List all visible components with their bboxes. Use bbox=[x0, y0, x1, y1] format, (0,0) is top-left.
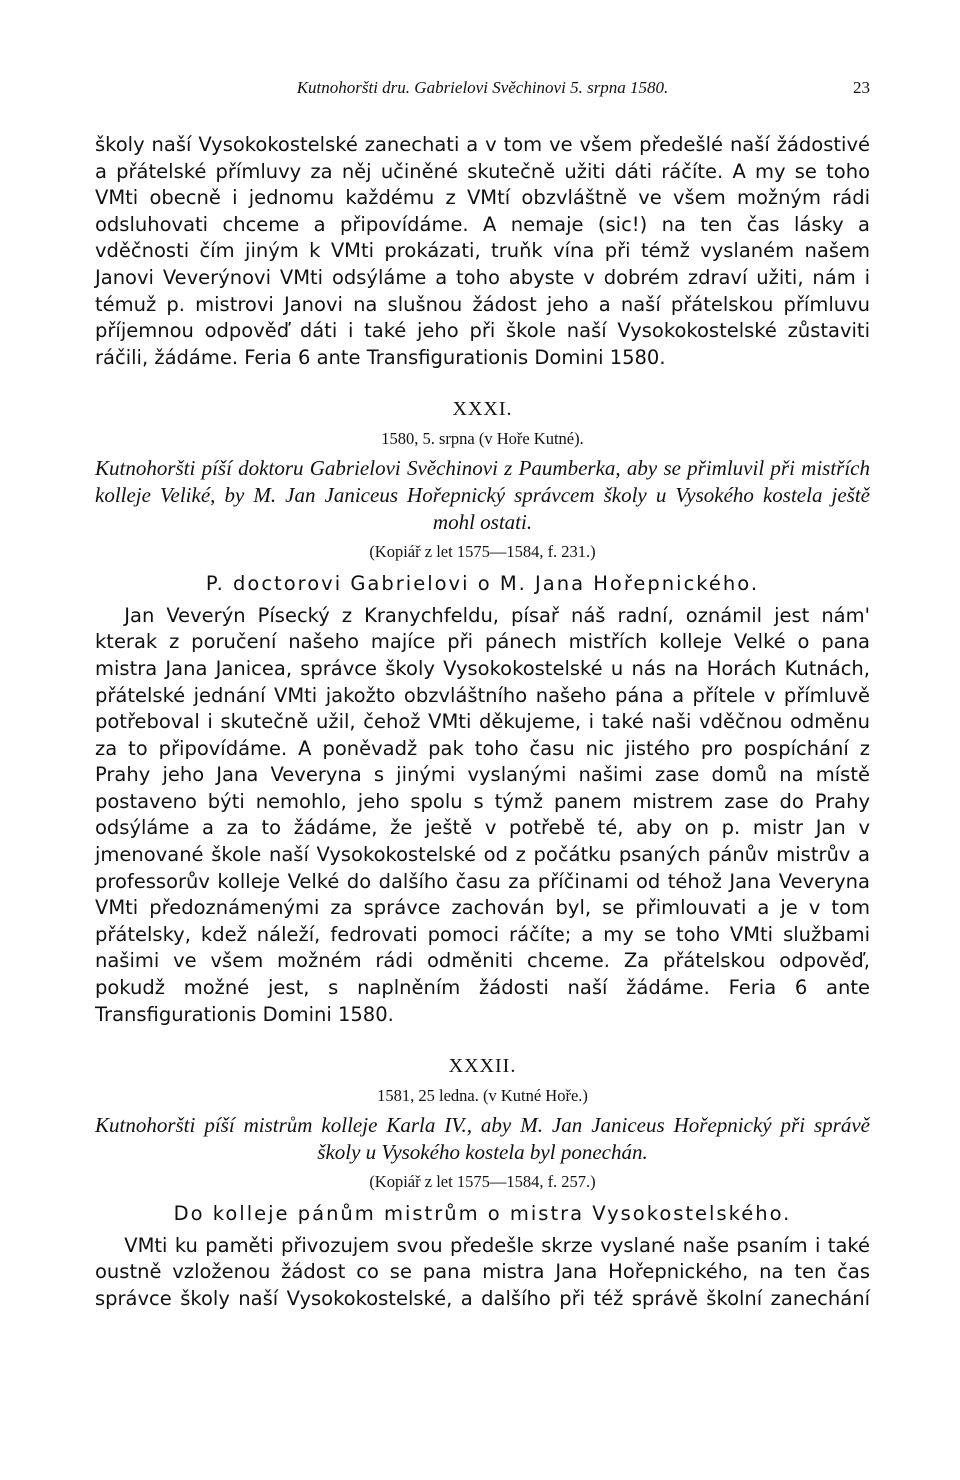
document-regest: Kutnohoršti píší doktoru Gabrielovi Svěchinovi z Paumberka, aby se přimluvil při mistřích kolleje Veliké, by M. Jan Janiceus Hořepnický správcem školy u Vysokého kostela ještě mohl ostati. bbox=[95, 456, 870, 534]
running-head bbox=[95, 72, 870, 102]
document-text: Jan Veverýn Písecký z Kranychfeldu, písař náš radní, oznámil jest nám' kterak z poručení našeho majíce při pánech mistřích kolleje Velké o pana mistra Jana Janicea, správce školy Vysokokostelské u nás na Horách Kutnách, přátelské jednání VMti jakožto obzvláštního našeho pána a přítele v přímluvě potřeboval i skutečně užil, čehož VMti děkujeme, i také naši vděčnou odměnu za to připovídáme. A poněvadž pak toho času nic jistého pro pospíchání z Prahy jeho Jana Veveryna s jinými vyslanými našimi zase domů na místě postaveno býti nemohlo, jeho spolu s týmž panem mistrem zase do Prahy odsýláme a za to žádáme, že ještě v potřebě té, aby on p. mistr Jan v jmenované škole naší Vysokokostelské od z počátku psaných pánův mistrův a professorův kolleje Velké do dalšího času za příčinami od téhož Jana Veveryna VMti předoznámenými za správce zachován byl, se přimlouvati a je v tom přátelsky, kdež náleží, fedrovati pomoci ráčíte; a my se toho VMti službami našimi ve všem možném rádi odměniti chceme. Za přátelskou odpověď, pokudž možné jest, s naplněním žádosti naší žádáme. Feria 6 ante Transfigurationis Domini 1580. bbox=[95, 603, 870, 1026]
document-date: 1580, 5. srpna (v Hoře Kutné). bbox=[381, 429, 584, 449]
continuation-paragraph: školy naší Vysokokostelské zanechati a v tom ve všem předešlé naší žádostivé a přátelské přímluvy za něj učiněné skutečně užiti dáti ráčíte. A my se toho VMti obecně i jednomu každému z VMtí obzvláštně ve všem možným rádi odsluhovati chceme a připovídáme. A nemaje (sic!) na ten čas lásky a vděčnosti čím jiným k VMti prokázati, truňk vína při témž vyslaném našem Janovi Veverýnovi VMti odsýláme a toho abyste v dobrém zdraví užiti, nám i témuž p. mistrovi Janovi na slušnou žádost jeho a naší přátelskou přímluvu příjemnou odpověď dáti i také jeho při škole naší Vysokokostelské zůstaviti ráčili, žádáme. Feria 6 ante Transfigurationis Domini 1580. bbox=[95, 133, 870, 369]
document-source: (Kopiář z let 1575—1584, f. 257.) bbox=[369, 1171, 596, 1191]
document-source: (Kopiář z let 1575—1584, f. 231.) bbox=[369, 541, 596, 561]
document-address: P. doctorovi Gabrielovi o M. Jana Hořepnického. bbox=[205, 571, 760, 595]
running-title: Kutnohoršti dru. Gabrielovi Svěchinovi 5. srpna 1580. bbox=[296, 78, 669, 97]
document-page bbox=[95, 72, 870, 1313]
page-number: 23 bbox=[853, 78, 870, 97]
document-number: XXXI. bbox=[452, 398, 513, 421]
document-address: Do kolleje pánům mistrům o mistra Vysokostelského. bbox=[173, 1201, 792, 1225]
document-date: 1581, 25 ledna. (v Kutné Hoře.) bbox=[377, 1086, 588, 1106]
document-regest: Kutnohoršti píší mistrům kolleje Karla IV., aby M. Jan Janiceus Hořepnický při správě školy u Vysokého kostela byl ponechán. bbox=[95, 1113, 870, 1165]
document-number: XXXII. bbox=[448, 1055, 517, 1078]
document-text: VMti ku paměti přivozujem svou předešle skrze vyslané naše psaním i také oustně vzloženou žádost co se pana mistra Jana Hořepnického, na ten čas správce školy naší Vysokokostelské, a dalšího při též správě školní zanechání bbox=[95, 1233, 870, 1311]
